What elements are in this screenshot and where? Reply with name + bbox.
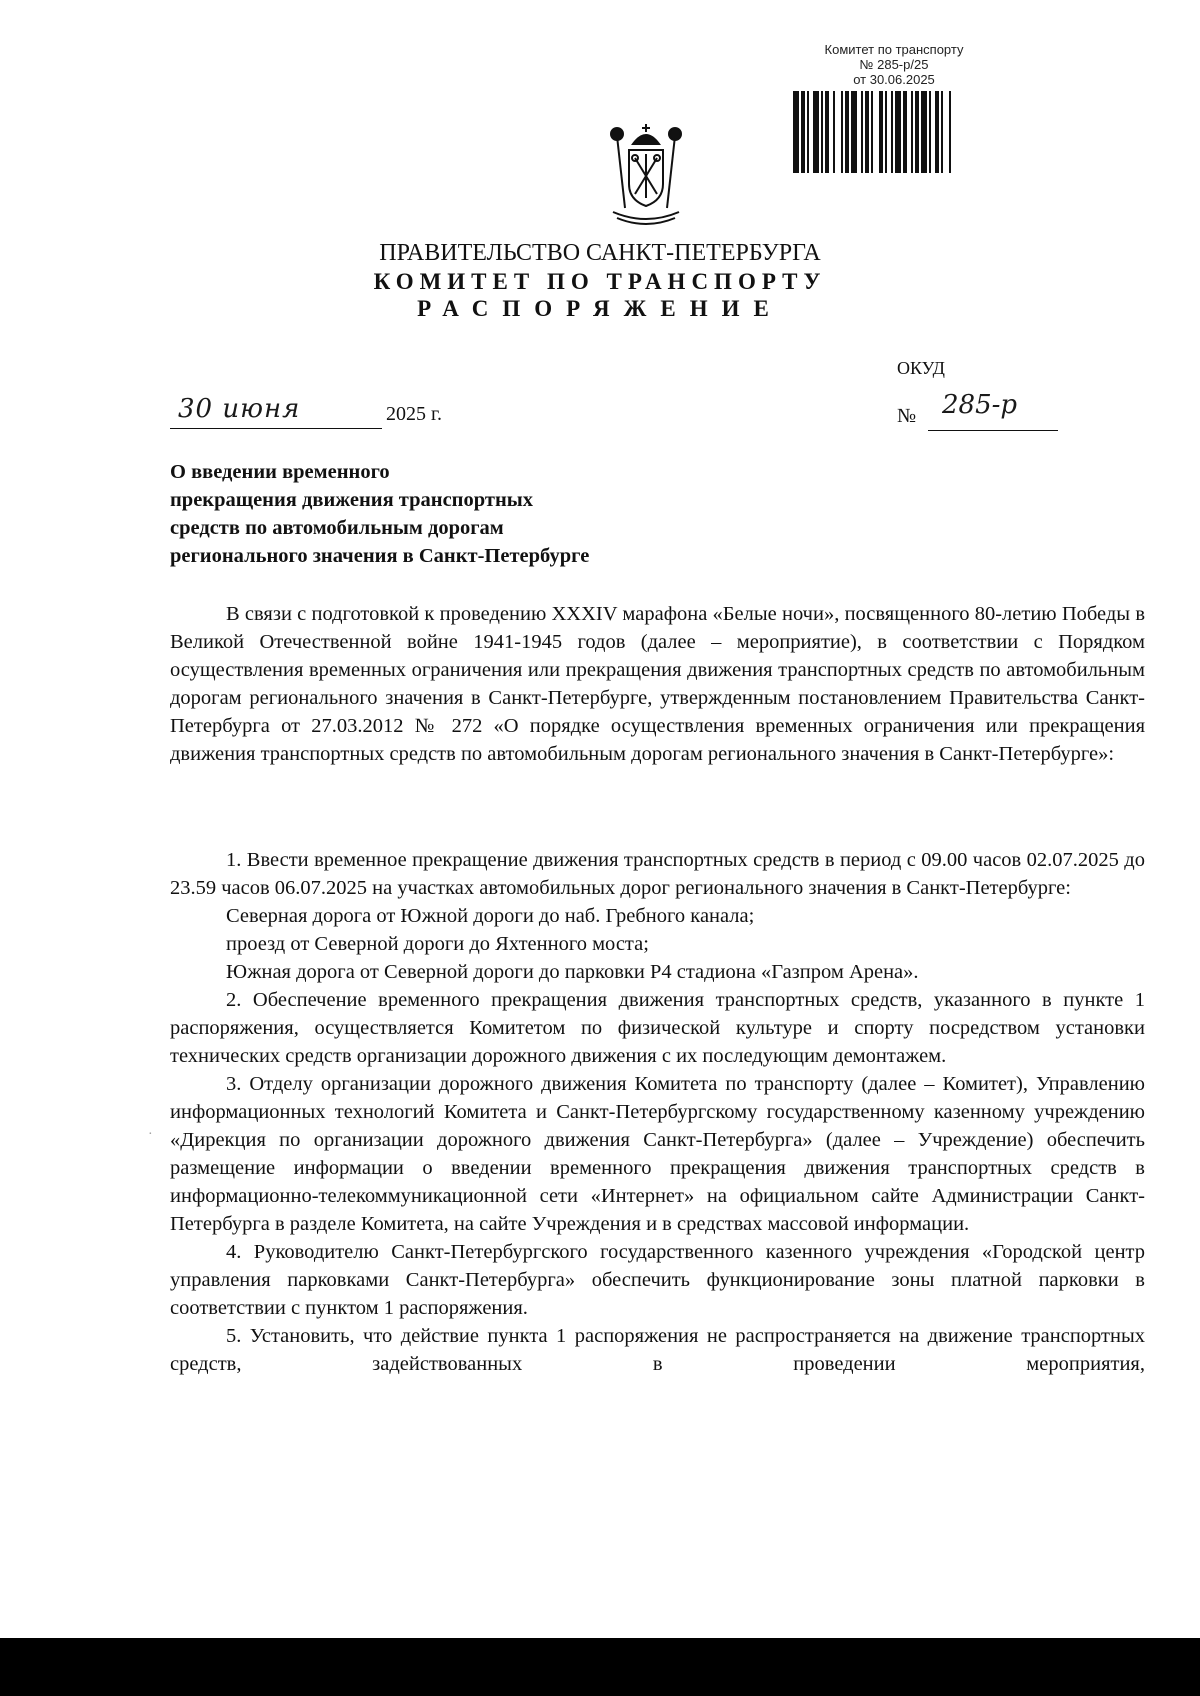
title-line: средств по автомобильным дорогам xyxy=(170,517,504,539)
government-heading: ПРАВИТЕЛЬСТВО САНКТ-ПЕТЕРБУРГА xyxy=(379,240,821,266)
document-title xyxy=(170,458,730,570)
handwritten-number: 285-р xyxy=(942,390,1018,420)
stamp-date: от 30.06.2025 xyxy=(853,72,935,87)
number-field xyxy=(928,390,1058,431)
stamp-number: № 285-р/25 xyxy=(859,57,929,72)
item-1: 1. Ввести временное прекращение движения транспортных средств в период с 09.00 часов 02.07.2025 до 23.59 часов 06.07.2025 на участках автомобильных дорог регионального значения в Санкт-Петербурге: xyxy=(170,849,1145,899)
road-2: проезд от Северной дороги до Яхтенного моста; xyxy=(226,933,649,955)
title-line: прекращения движения транспортных xyxy=(170,489,534,511)
stamp-committee: Комитет по транспорту xyxy=(824,42,964,57)
item-2: 2. Обеспечение временного прекращения движения транспортных средств, указанного в пункте 1 распоряжения, осуществляется Комитетом по физической культуре и спорту посредством установки технических средств организации дорожного движения с их последующим демонтажем. xyxy=(170,989,1145,1067)
registration-stamp xyxy=(780,42,1008,178)
item-3: 3. Отделу организации дорожного движения Комитета по транспорту (далее – Комитет), Управлению информационных технологий Комитета и Санкт-Петербургскому государственному казенному учреждению «Дирекция по организации дорожного движения Санкт-Петербурга» (далее – Учреждение) обеспечить размещение информации о введении временного прекращения движения транспортных средств в информационно-телекоммуникационной сети «Интернет» на официальном сайте Администрации Санкт-Петербурга в разделе Комитета, на сайте Учреждения и в средствах массовой информации. xyxy=(170,1073,1145,1235)
barcode xyxy=(791,91,997,173)
item-5: 5. Установить, что действие пункта 1 распоряжения не распространяется на движение транспортных средств, задействованных в проведении мероприятия, xyxy=(170,1325,1145,1375)
coat-of-arms-emblem xyxy=(597,122,695,226)
okud-label: ОКУД xyxy=(897,358,945,378)
handwritten-date: 30 июня xyxy=(178,394,301,424)
preamble-paragraph: В связи с подготовкой к проведению XXXIV марафона «Белые ночи», посвященного 80-летию Победы в Великой Отечественной войне 1941-1945 годов (далее – мероприятие), в соответствии с Порядком осуществления временных ограничения или прекращения движения транспортных средств по автомобильным дорогам регионального значения в Санкт-Петербурге, утвержденным постановлением Правительства Санкт-Петербурга от 27.03.2012 № 272 «О порядке осуществления временных ограничения или прекращения движения транспортных средств по автомобильным дорогам регионального значения в Санкт-Петербурге»: xyxy=(170,603,1145,765)
document-type-heading: РАСПОРЯЖЕНИЕ xyxy=(417,296,783,321)
date-year: 2025 г. xyxy=(386,403,442,425)
title-line: О введении временного xyxy=(170,461,390,483)
committee-heading: КОМИТЕТ ПО ТРАНСПОРТУ xyxy=(373,269,827,294)
scan-bottom-border xyxy=(0,1638,1200,1696)
order-items xyxy=(170,846,1145,1378)
margin-mark: · xyxy=(148,1127,153,1142)
road-1: Северная дорога от Южной дороги до наб. Гребного канала; xyxy=(226,905,755,927)
title-line: регионального значения в Санкт-Петербурге xyxy=(170,545,590,567)
number-sign: № xyxy=(897,405,917,427)
item-4: 4. Руководителю Санкт-Петербургского государственного казенного учреждения «Городской центр управления парковками Санкт-Петербурга» обеспечить функционирование зоны платной парковки в соответствии с пунктом 1 распоряжения. xyxy=(170,1241,1145,1319)
preamble-block xyxy=(170,600,1145,768)
road-3: Южная дорога от Северной дороги до парковки Р4 стадиона «Газпром Арена». xyxy=(226,961,919,983)
date-field xyxy=(170,394,382,429)
